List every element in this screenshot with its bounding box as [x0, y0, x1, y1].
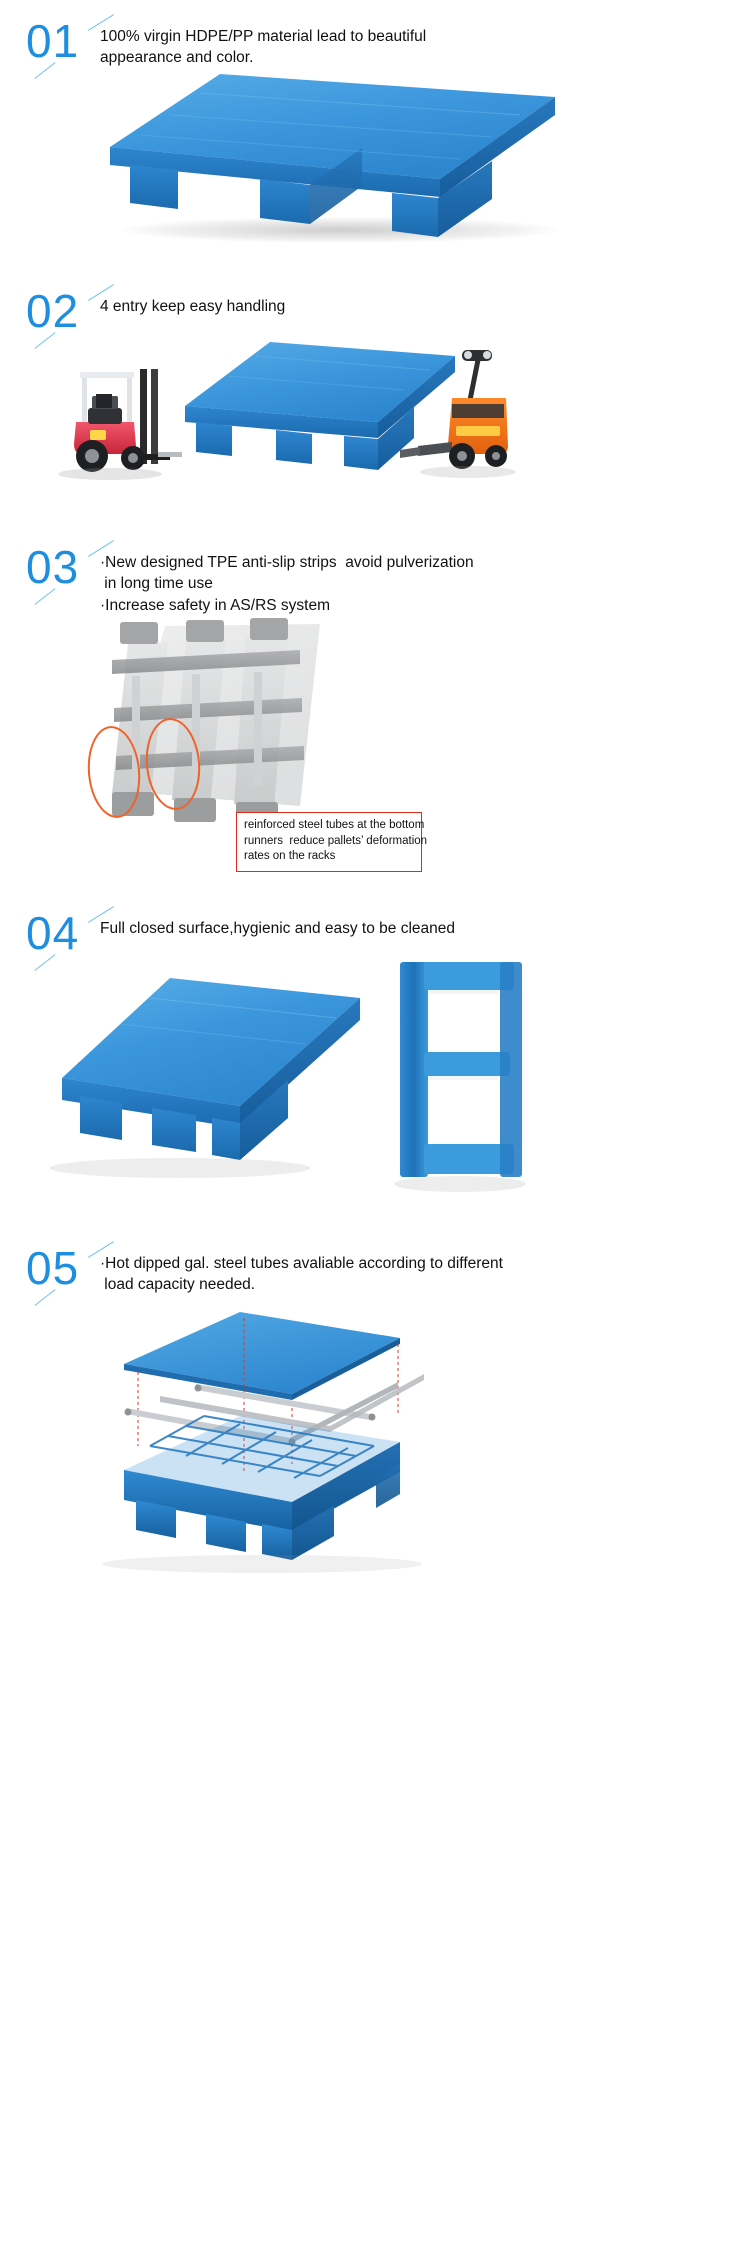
section-02-heading: [0, 270, 750, 337]
section-05-text: ·Hot dipped gal. steel tubes avaliable according to different load capacity needed.: [100, 1255, 503, 1294]
top-deck-sheet: [124, 1312, 400, 1400]
feature-section-05: [0, 1227, 750, 1597]
pallet-isometric: [50, 978, 360, 1178]
section-05-heading: [0, 1227, 750, 1296]
feature-section-02: [0, 270, 750, 532]
section-03-image: [0, 616, 750, 886]
pallet-closed-deck-and-side-profile: [0, 956, 750, 1206]
section-04-text: Full closed surface,hygienic and easy to be cleaned: [100, 920, 455, 937]
section-02-number: 02: [26, 288, 100, 334]
section-01-number: 01: [26, 18, 100, 64]
section-05-image: [0, 1296, 750, 1576]
feature-section-04: [0, 892, 750, 1227]
blue-plastic-pallet-top-view: [100, 69, 570, 244]
section-03-text: ·New designed TPE anti-slip strips avoid pulverization in long time use ·Increase safety in AS/RS system: [100, 554, 474, 614]
section-01-heading: [0, 0, 750, 69]
section-04-number: 04: [26, 910, 100, 956]
pallet-exploded-view-with-steel-tubes: [0, 1296, 750, 1576]
section-01-text: 100% virgin HDPE/PP material lead to beautiful appearance and color.: [100, 28, 427, 67]
pallet-side-profile: [394, 962, 526, 1192]
forklift-illustration: [58, 369, 182, 480]
section-04-heading: [0, 892, 750, 959]
section-02-text: 4 entry keep easy handling: [100, 298, 286, 315]
pallet-base-structure: [124, 1416, 400, 1560]
section-03-heading: [0, 532, 750, 616]
pallet-with-forklift-and-pallet-truck: [0, 334, 750, 514]
section-03-number: 03: [26, 544, 100, 590]
steel-tube-callout: reinforced steel tubes at the bottom runners reduce pallets’ deformation rates on the racks: [236, 812, 422, 872]
section-04-image: [0, 956, 750, 1206]
feature-section-03: [0, 532, 750, 892]
section-02-image: [0, 334, 750, 514]
pallet-illustration: [100, 69, 570, 244]
feature-section-01: [0, 0, 750, 270]
section-01-image: [0, 69, 750, 249]
section-05-number: 05: [26, 1245, 100, 1291]
